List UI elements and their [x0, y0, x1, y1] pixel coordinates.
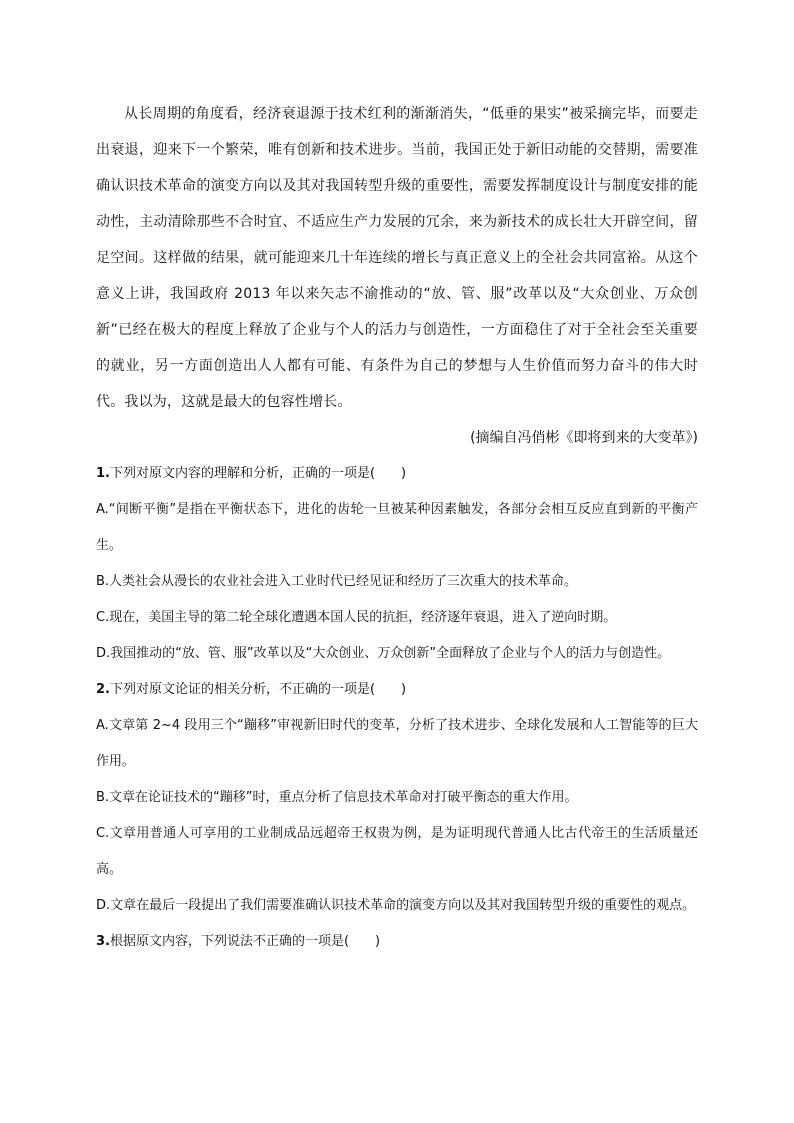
question-1 — [96, 456, 698, 672]
option-a: A.“间断平衡”是指在平衡状态下，进化的齿轮一旦被某种因素触发，各部分会相互反应直到新的平衡产生。 — [96, 502, 698, 553]
question-text: 下列对原文内容的理解和分析，正确的一项是( ) — [109, 466, 407, 481]
question-text: 下列对原文论证的相关分析，不正确的一项是( ) — [109, 682, 407, 697]
option-b: B.人类社会从漫长的农业社会进入工业时代已经见证和经历了三次重大的技术革命。 — [96, 574, 578, 589]
option-c: C.现在，美国主导的第二轮全球化遭遇本国人民的抗拒，经济逐年衰退，进入了逆向时期。 — [96, 610, 617, 625]
document-content — [96, 96, 698, 960]
question-3 — [96, 924, 698, 960]
passage-paragraph: 从长周期的角度看，经济衰退源于技术红利的渐渐消失，“低垂的果实”被采摘完毕，而要走出衰退，迎来下一个繁荣，唯有创新和技术进步。当前，我国正处于新旧动能的交替期，需要准确认识技术革命的演变方向以及其对我国转型升级的重要性，需要发挥制度设计与制度安排的能动性，主动清除那些不合时宜、不适应生产力发展的冗余，来为新技术的成长壮大开辟空间，留足空间。这样做的结果，就可能迎来几十年连续的增长与真正意义上的全社会共同富裕。从这个意义上讲，我国政府 2013 年以来矢志不渝推动的“放、管、服”改革以及“大众创业、万众创新”已经在极大的程度上释放了企业与个人的活力与创造性，一方面稳住了对于全社会至关重要的就业，另一方面创造出人人都有可能、有条件为自己的梦想与人生价值而努力奋斗的伟大时代。我以为，这就是最大的包容性增长。 — [96, 106, 698, 410]
question-number: 3. — [96, 934, 110, 949]
question-number: 1. — [96, 466, 110, 481]
question-2 — [96, 672, 698, 924]
question-text: 根据原文内容，下列说法不正确的一项是( ) — [109, 934, 381, 949]
option-d: D.文章在最后一段提出了我们需要准确认识技术革命的演变方向以及其对我国转型升级的重要性的观点。 — [96, 898, 696, 913]
option-b: B.文章在论证技术的“蹦移”时，重点分析了信息技术革命对打破平衡态的重大作用。 — [96, 790, 578, 805]
option-a: A.文章第 2~4 段用三个“蹦移”审视新旧时代的变革，分析了技术进步、全球化发展和人工智能等的巨大作用。 — [96, 718, 698, 769]
question-number: 2. — [96, 682, 110, 697]
passage-source: (摘编自冯俏彬《即将到来的大变革》) — [470, 430, 698, 446]
option-d: D.我国推动的“放、管、服”改革以及“大众创业、万众创新”全面释放了企业与个人的活力与创造性。 — [96, 646, 671, 661]
question-stem — [96, 924, 698, 960]
question-stem — [96, 672, 698, 708]
question-stem — [96, 456, 698, 492]
option-c: C.文章用普通人可享用的工业制成品远超帝王权贵为例，是为证明现代普通人比古代帝王的生活质量还高。 — [96, 826, 698, 877]
